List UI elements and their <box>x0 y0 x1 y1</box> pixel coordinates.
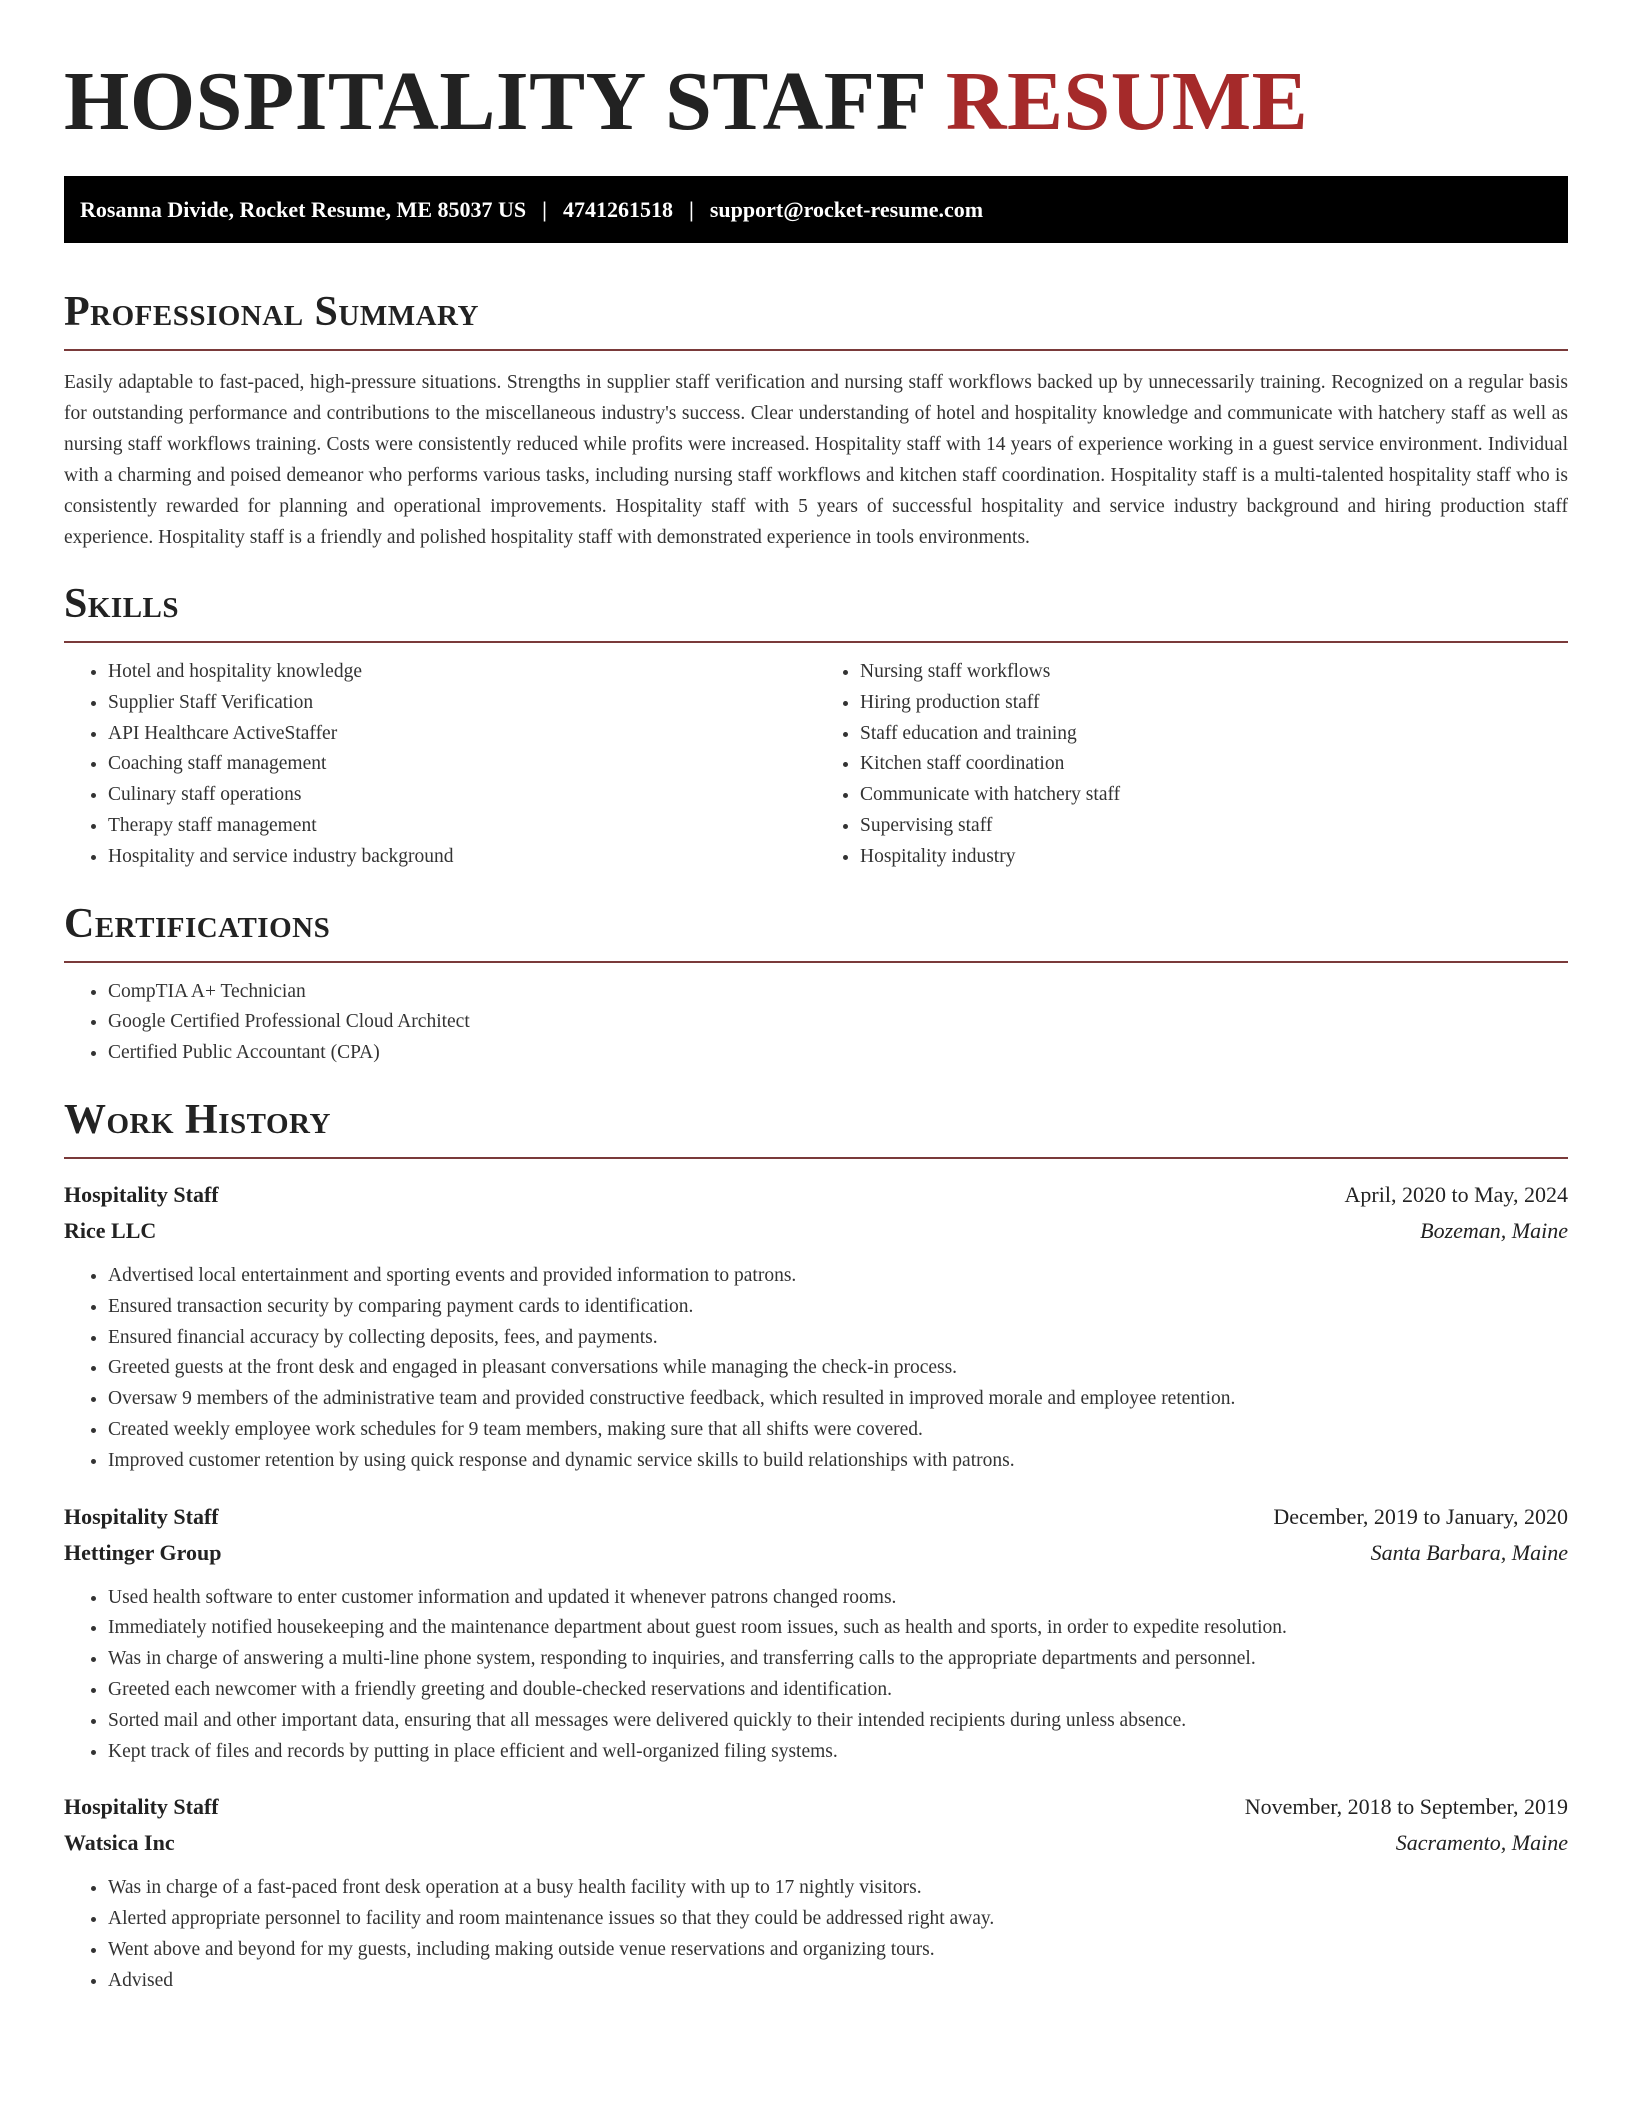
job-company: Hettinger Group <box>64 1539 222 1565</box>
skill-item: • Supervising staff <box>860 811 1568 842</box>
job-title: Hospitality Staff <box>64 1794 219 1820</box>
skills-list-left <box>64 657 816 873</box>
job-dates: April, 2020 to May, 2024 <box>1344 1181 1568 1207</box>
title-main: HOSPITALITY STAFF <box>64 55 925 148</box>
job-duty: • Improved customer retention by using quick response and dynamic service skills to build relationships with patrons. <box>108 1446 1568 1477</box>
skill-item: • Therapy staff management <box>108 811 816 842</box>
contact-separator: | <box>542 196 547 222</box>
contact-bar <box>64 176 1568 243</box>
job-duty: • Was in charge of a fast-paced front desk operation at a busy health facility with up to 17 nightly visitors. <box>108 1873 1568 1904</box>
job-duty: • Ensured financial accuracy by collecting deposits, fees, and payments. <box>108 1323 1568 1354</box>
skill-item: • Communicate with hatchery staff <box>860 780 1568 811</box>
job-duties-list <box>64 1873 1568 1996</box>
job-duty: • Greeted guests at the front desk and engaged in pleasant conversations while managing the check-in process. <box>108 1353 1568 1384</box>
job-duty: • Advised <box>108 1966 1568 1997</box>
skill-item: • Hotel and hospitality knowledge <box>108 657 816 688</box>
job-duty: • Advertised local entertainment and sporting events and provided information to patrons. <box>108 1261 1568 1292</box>
job-duty: • Greeted each newcomer with a friendly greeting and double-checked reservations and identification. <box>108 1675 1568 1706</box>
job-dates: November, 2018 to September, 2019 <box>1244 1794 1568 1820</box>
job-duty: • Oversaw 9 members of the administrative team and provided constructive feedback, which resulted in improved morale and employee retention. <box>108 1384 1568 1415</box>
certifications-heading: Certifications <box>64 903 1568 963</box>
job-duty: • Was in charge of answering a multi-line phone system, responding to inquiries, and transferring calls to the appropriate departments and personnel. <box>108 1644 1568 1675</box>
summary-text: Easily adaptable to fast-paced, high-pressure situations. Strengths in supplier staff verification and nursing staff workflows backed up by unnecessarily training. Recognized on a regular basis for outstanding performance and contributions to the miscellaneous industry's success. Clear understanding of hotel and hospitality knowledge and communicate with hatchery staff as well as nursing staff workflows training. Costs were consistently reduced while profits were increased. Hospitality staff with 14 years of experience working in a guest service environment. Individual with a charming and poised demeanor who performs various tasks, including nursing staff workflows and kitchen staff coordination. Hospitality staff is a multi-talented hospitality staff who is consistently rewarded for planning and operational improvements. Hospitality staff with 5 years of successful hospitality and service industry background and hiring production staff experience. Hospitality staff is a friendly and polished hospitality staff with demonstrated experience in tools environments. <box>64 372 1568 548</box>
contact-address: Rosanna Divide, Rocket Resume, ME 85037 US <box>80 196 527 222</box>
skill-item: • Nursing staff workflows <box>860 657 1568 688</box>
job-title: Hospitality Staff <box>64 1181 219 1207</box>
skill-item: • Hospitality and service industry background <box>108 842 816 873</box>
skill-item: • API Healthcare ActiveStaffer <box>108 719 816 750</box>
resume-title <box>64 56 1568 148</box>
job-duty: • Immediately notified housekeeping and the maintenance department about guest room issues, such as health and sports, in order to expedite resolution. <box>108 1613 1568 1644</box>
job-title: Hospitality Staff <box>64 1503 219 1529</box>
certification-item: • CompTIA A+ Technician <box>108 977 1568 1008</box>
job-header-row <box>64 1499 1568 1535</box>
job-dates: December, 2019 to January, 2020 <box>1273 1503 1568 1529</box>
job-entry <box>64 1789 1568 1996</box>
skills-grid <box>64 657 1568 873</box>
skill-item: • Culinary staff operations <box>108 780 816 811</box>
job-header-row <box>64 1177 1568 1213</box>
certification-item: • Google Certified Professional Cloud Architect <box>108 1007 1568 1038</box>
skill-item: • Hospitality industry <box>860 842 1568 873</box>
certification-item: • Certified Public Accountant (CPA) <box>108 1038 1568 1069</box>
job-entry <box>64 1499 1568 1768</box>
certifications-list <box>64 977 1568 1069</box>
job-location: Sacramento, Maine <box>1395 1830 1568 1856</box>
job-company: Rice LLC <box>64 1217 157 1243</box>
job-duty: • Alerted appropriate personnel to facility and room maintenance issues so that they could be addressed right away. <box>108 1904 1568 1935</box>
contact-separator: | <box>688 196 694 222</box>
job-company: Watsica Inc <box>64 1830 175 1856</box>
skill-item: • Coaching staff management <box>108 749 816 780</box>
skills-heading: Skills <box>64 583 1568 643</box>
skills-list-right <box>816 657 1568 873</box>
job-company-row <box>64 1535 1568 1571</box>
contact-phone: 4741261518 <box>562 196 673 222</box>
contact-email[interactable]: support@rocket-resume.com <box>709 196 984 222</box>
job-duties-list <box>64 1583 1568 1768</box>
job-company-row <box>64 1213 1568 1249</box>
job-duty: • Created weekly employee work schedules for 9 team members, making sure that all shifts were covered. <box>108 1415 1568 1446</box>
job-duty: • Ensured transaction security by comparing payment cards to identification. <box>108 1292 1568 1323</box>
title-accent: RESUME <box>945 55 1309 148</box>
job-duty: • Used health software to enter customer information and updated it whenever patrons changed rooms. <box>108 1583 1568 1614</box>
job-duty: • Sorted mail and other important data, ensuring that all messages were delivered quickly to their intended recipients during unless absence. <box>108 1706 1568 1737</box>
job-duty: • Kept track of files and records by putting in place efficient and well-organized filing systems. <box>108 1737 1568 1768</box>
job-header-row <box>64 1789 1568 1825</box>
work-history-heading: Work History <box>64 1099 1568 1159</box>
skill-item: • Staff education and training <box>860 719 1568 750</box>
summary-heading: Professional Summary <box>64 291 1568 351</box>
job-duties-list <box>64 1261 1568 1477</box>
skill-item: • Supplier Staff Verification <box>108 688 816 719</box>
skill-item: • Kitchen staff coordination <box>860 749 1568 780</box>
job-location: Bozeman, Maine <box>1420 1217 1568 1243</box>
job-location: Santa Barbara, Maine <box>1370 1539 1568 1565</box>
job-entry <box>64 1177 1568 1477</box>
resume-page <box>64 0 1568 1997</box>
job-company-row <box>64 1825 1568 1861</box>
skill-item: • Hiring production staff <box>860 688 1568 719</box>
job-duty: • Went above and beyond for my guests, including making outside venue reservations and organizing tours. <box>108 1935 1568 1966</box>
